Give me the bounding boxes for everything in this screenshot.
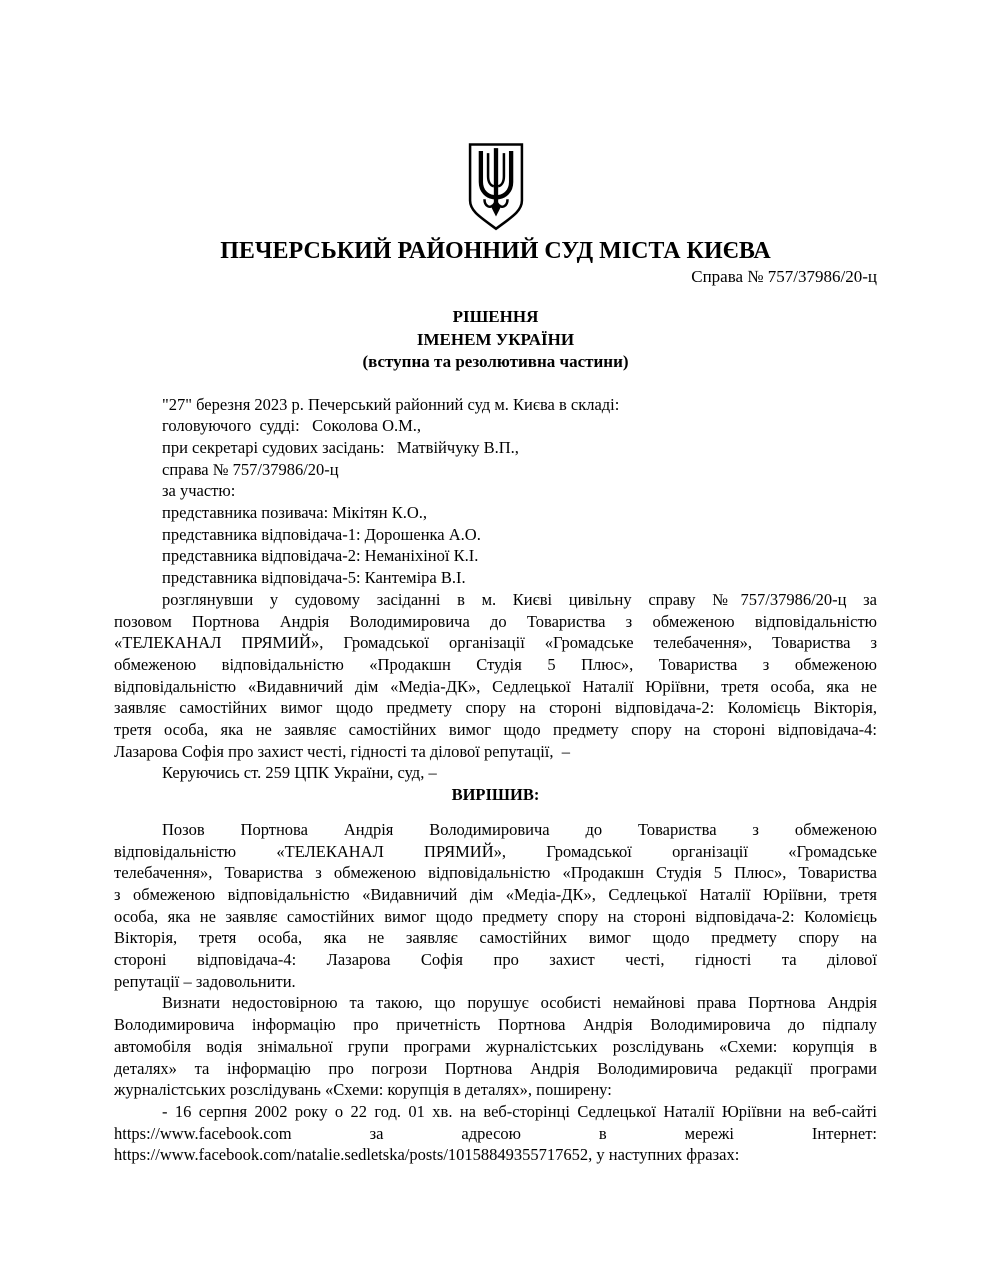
defendant5-representative-line: представника відповідача-5: Кантеміра В.І. [162, 568, 466, 588]
document-line: деталях» та інформацію про погрози Портнова Андрія Володимировича редакції програми [114, 1058, 877, 1078]
court-name: ПЕЧЕРСЬКИЙ РАЙОННИЙ СУД МІСТА КИЄВА [220, 238, 771, 264]
decision-subtitle: ІМЕНЕМ УКРАЇНИ [416, 329, 575, 349]
court-composition-line: "27" березня 2023 р. Печерський районний суд м. Києва в складі: [162, 394, 620, 414]
document-line: автомобіля водія знімальної групи програми журналістських розслідувань «Схеми: корупція в [114, 1036, 877, 1056]
document-line: Позов Портнова Андрія Володимировича до Товариства з обмеженою [162, 819, 877, 839]
document-line: репутації – задовольнити. [114, 971, 296, 991]
decision-title: РІШЕННЯ [452, 307, 539, 326]
document-page-content [114, 0, 877, 1166]
document-line: третя особа, яка не заявляє самостійних вимог щодо предмету спору на стороні відповідача-4: [114, 720, 877, 740]
document-line: журналістських розслідувань «Схеми: корупція в деталях», поширену: [114, 1080, 612, 1100]
document-line: https://www.facebook.com за адресою в мережі Інтернет: [114, 1123, 877, 1143]
presiding-judge-line: головуючого судді: Соколова О.М., [162, 416, 422, 436]
document-line: Визнати недостовірною та такою, що порушує особисті немайнові права Портнова Андрія [162, 993, 877, 1013]
document-line: Лазарова Софія про захист честі, гідності та ділової репутації, – [114, 741, 571, 761]
verdict-heading: ВИРІШИВ: [451, 785, 540, 805]
document-line: стороні відповідача-4: Лазарова Софія про захист честі, гідності та ділової [114, 950, 877, 970]
defendant1-representative-line: представника відповідача-1: Дорошенка А.О. [162, 524, 481, 544]
secretary-line: при секретарі судових засідань: Матвійчуку В.П., [162, 437, 519, 457]
document-line: телебачення», Товариства з обмеженою відповідальністю «Продакшн Студія 5 Плюс», Товариства [114, 863, 877, 883]
document-line: відповідальністю «ТЕЛЕКАНАЛ ПРЯМИЙ», Громадської організації «Громадське [114, 841, 877, 861]
document-line: відповідальністю «Видавничий дім «Медіа-ДК», Седлецької Наталії Юріївни, третя особа, яка не [114, 676, 877, 696]
document-line: особа, яка не заявляє самостійних вимог щодо предмету спору на стороні відповідача-2: Коломієць [114, 906, 877, 926]
document-line: розглянувши у судовому засіданні в м. Києві цивільну справу №757/37986/20-ц за [162, 589, 877, 609]
defendant2-representative-line: представника відповідача-2: Неманіхіної К.І. [162, 546, 479, 566]
document-line: «ТЕЛЕКАНАЛ ПРЯМИЙ», Громадської організації «Громадське телебачення», Товариства з [114, 633, 877, 653]
document-line: Володимировича інформацію про причетність Портнова Андрія Володимировича до підпалу [114, 1015, 877, 1035]
document-line: з обмеженою відповідальністю «Видавничий дім «Медіа-ДК», Седлецької Наталії Юріївни, третя [114, 884, 877, 904]
document-line: https://www.facebook.com/natalie.sedletska/posts/10158849355717652, у наступних фразах: [114, 1145, 740, 1165]
decision-parts-note: (вступна та резолютивна частини) [362, 352, 629, 371]
legal-basis-line: Керуючись ст. 259 ЦПК України, суд, – [162, 763, 437, 783]
participants-label-line: за участю: [162, 481, 236, 501]
document-body [114, 394, 877, 1167]
document-line: заявляє самостійних вимог щодо предмету спору на стороні відповідача-2: Коломієць Вікторія, [114, 698, 877, 718]
document-line: позовом Портнова Андрія Володимировича до Товариства з обмеженою відповідальністю [114, 611, 877, 631]
document-line: обмеженою відповідальністю «Продакшн Студія 5 Плюс», Товариства з обмеженою [114, 654, 877, 674]
case-number-line: справа № 757/37986/20-ц [162, 459, 339, 479]
document-line: Вікторія, третя особа, яка не заявляє самостійних вимог щодо предмету спору на [114, 928, 877, 948]
plaintiff-representative-line: представника позивача: Мікітян К.О., [162, 503, 427, 523]
case-number: Справа № 757/37986/20-ц [691, 267, 877, 286]
ukraine-trident-emblem [460, 140, 532, 234]
document-line: - 16 серпня 2002 року о 22 год. 01 хв. на веб-сторінці Седлецької Наталії Юріївни на веб-сайті [162, 1102, 877, 1121]
decision-heading [114, 306, 877, 374]
